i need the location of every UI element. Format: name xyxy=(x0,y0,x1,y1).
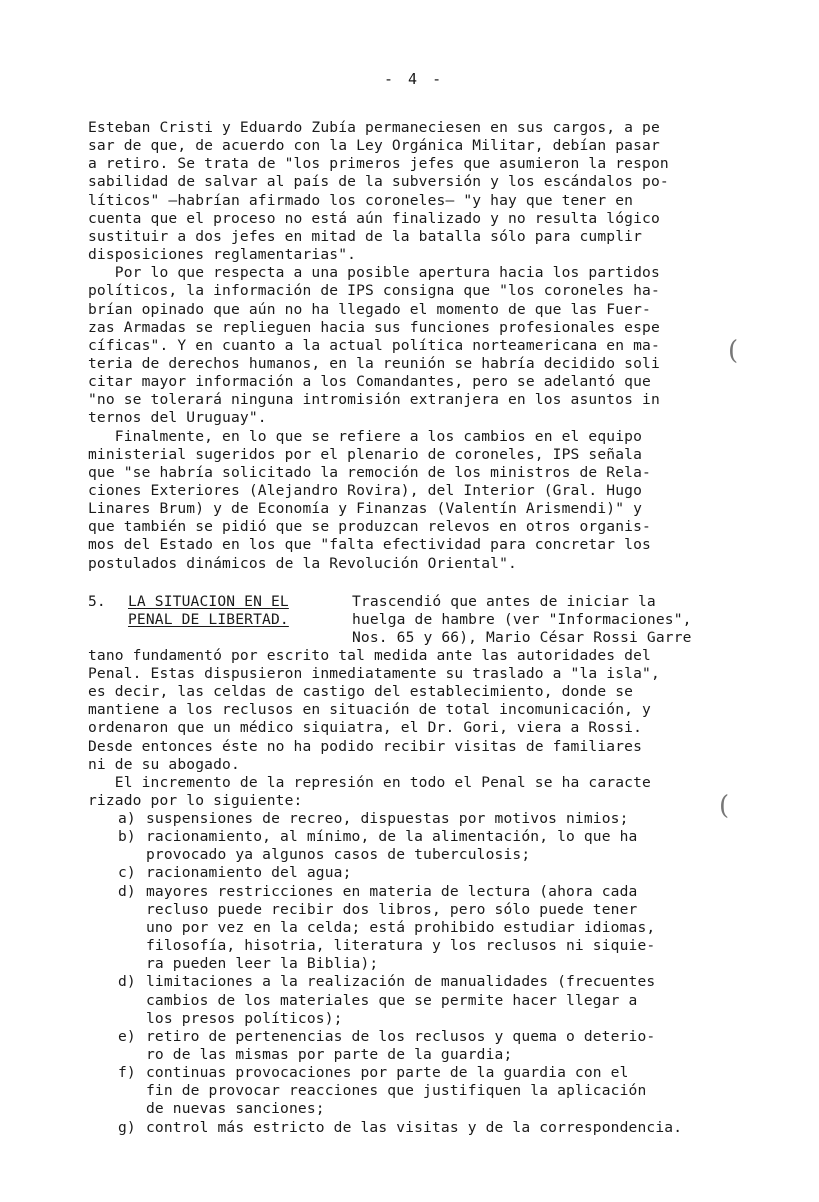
margin-bracket-mark: ( xyxy=(719,791,730,821)
page-number: - 4 - xyxy=(384,70,445,88)
text-line: citar mayor información a los Comandantes, pero se adelantó que xyxy=(88,373,651,391)
list-item-label: a) xyxy=(118,810,136,827)
list-item-text: provocado ya algunos casos de tuberculosis; xyxy=(146,846,531,864)
text-line: rizado por lo siguiente: xyxy=(88,791,303,809)
text-line: teria de derechos humanos, en la reunión se habría decidido soli xyxy=(88,354,660,372)
section-heading-line2: PENAL DE LIBERTAD. xyxy=(128,611,289,628)
list-item-text: recluso puede recibir dos libros, pero sólo puede tener xyxy=(146,900,638,918)
list-item-label: g) xyxy=(118,1118,136,1136)
text-line: sustituir a dos jefes en mitad de la batalla sólo para cumplir xyxy=(88,227,643,245)
text-line: Trascendió que antes de iniciar la xyxy=(352,593,656,610)
text-line: cuenta que el proceso no está aún finalizado y no resulta lógico xyxy=(88,209,660,227)
text-line: Penal. Estas dispusieron inmediatamente su traslado a "la isla", xyxy=(88,665,660,683)
list-item-text: filosofía, hisotria, literatura y los reclusos ni siquie- xyxy=(146,937,656,955)
text-line: que también se pidió que se produzcan relevos en otros organis- xyxy=(88,518,651,536)
text-line: ordenaron que un médico siquiatra, el Dr. Gori, viera a Rossi. xyxy=(88,719,643,737)
text-line: El incremento de la represión en todo el Penal se ha caracte xyxy=(88,773,651,791)
text-line: ciones Exteriores (Alejandro Rovira), del Interior (Gral. Hugo xyxy=(88,482,643,499)
text-line: Desde entonces éste no ha podido recibir visitas de familiares xyxy=(88,737,643,755)
list-item-text: cambios de los materiales que se permite hacer llegar a xyxy=(146,991,638,1009)
text-line: brían opinado que aún no ha llegado el momento de que las Fuer- xyxy=(88,300,651,318)
text-line: "no se tolerará ninguna intromisión extranjera en los asuntos in xyxy=(88,391,660,409)
list-item-label: f) xyxy=(118,1064,136,1082)
text-line: a retiro. Se trata de "los primeros jefes que asumieron la respon xyxy=(88,155,669,173)
list-item-label: c) xyxy=(118,864,136,882)
text-line: disposiciones reglamentarias". xyxy=(88,246,357,264)
text-line: ni de su abogado. xyxy=(88,755,240,773)
section-heading-line1: LA SITUACION EN EL xyxy=(128,593,289,610)
list-item-text: ro de las mismas por parte de la guardia; xyxy=(146,1045,513,1063)
text-line: Esteban Cristi y Eduardo Zubía permaneciesen en sus cargos, a pe xyxy=(88,119,660,136)
text-line: mos del Estado en los que "falta efectividad para concretar los xyxy=(88,536,651,554)
list-item-text: control más estricto de las visitas y de la correspondencia. xyxy=(146,1118,683,1136)
list-item-text: uno por vez en la celda; está prohibido estudiar idiomas, xyxy=(146,918,656,936)
text-line: huelga de hambre (ver "Informaciones", xyxy=(352,611,692,628)
list-item-text: ra pueden leer la Biblia); xyxy=(146,955,379,973)
text-line: es decir, las celdas de castigo del establecimiento, donde se xyxy=(88,683,634,701)
text-line: Finalmente, en lo que se refiere a los cambios en el equipo xyxy=(88,427,643,445)
text-line: Por lo que respecta a una posible apertura hacia los partidos xyxy=(88,264,660,282)
list-item-label: d) xyxy=(118,882,136,900)
text-line: sabilidad de salvar al país de la subversión y los escándalos po- xyxy=(88,173,669,191)
text-line: mantiene a los reclusos en situación de total incomunicación, y xyxy=(88,701,651,719)
text-line: Linares Brum) y de Economía y Finanzas (Valentín Arismendi)" y xyxy=(88,500,643,518)
section-number: 5. xyxy=(88,593,106,610)
list-item-label: b) xyxy=(118,828,136,846)
list-item-text: racionamiento, al mínimo, de la alimentación, lo que ha xyxy=(146,828,638,846)
list-item-text: suspensiones de recreo, dispuestas por motivos nimios; xyxy=(146,810,629,827)
list-item-label: e) xyxy=(118,1027,136,1045)
list-item-text: los presos políticos); xyxy=(146,1009,343,1027)
list-item-text: racionamiento del agua; xyxy=(146,864,352,882)
text-line: postulados dinámicos de la Revolución Oriental". xyxy=(88,554,517,572)
text-line: Nos. 65 y 66), Mario César Rossi Garre xyxy=(352,629,692,646)
text-line: ministerial sugeridos por el plenario de coroneles, IPS señala xyxy=(88,445,643,463)
list-item-text: de nuevas sanciones; xyxy=(146,1100,325,1118)
text-line: políticos, la información de IPS consigna que "los coroneles ha- xyxy=(88,282,660,300)
text-line: ternos del Uruguay". xyxy=(88,409,267,427)
margin-bracket-mark: ( xyxy=(728,336,739,366)
text-line: líticos" —habrían afirmado los coroneles— "y hay que tener en xyxy=(88,191,634,209)
text-line: cíficas". Y en cuanto a la actual política norteamericana en ma- xyxy=(88,336,660,354)
list-item-text: continuas provocaciones por parte de la guardia con el xyxy=(146,1064,629,1082)
list-item-text: limitaciones a la realización de manualidades (frecuentes xyxy=(146,973,656,991)
list-item-text: fin de provocar reacciones que justifiquen la aplicación xyxy=(146,1082,647,1100)
list-item-label: d) xyxy=(118,973,136,991)
text-line: zas Armadas se replieguen hacia sus funciones profesionales espe xyxy=(88,318,660,336)
list-item-text: mayores restricciones en materia de lectura (ahora cada xyxy=(146,882,638,900)
text-line: tano fundamentó por escrito tal medida ante las autoridades del xyxy=(88,647,651,664)
text-line: sar de que, de acuerdo con la Ley Orgánica Militar, debían pasar xyxy=(88,137,660,155)
text-line: que "se habría solicitado la remoción de los ministros de Rela- xyxy=(88,463,651,481)
list-item-text: retiro de pertenencias de los reclusos y quema o deterio- xyxy=(146,1027,656,1045)
